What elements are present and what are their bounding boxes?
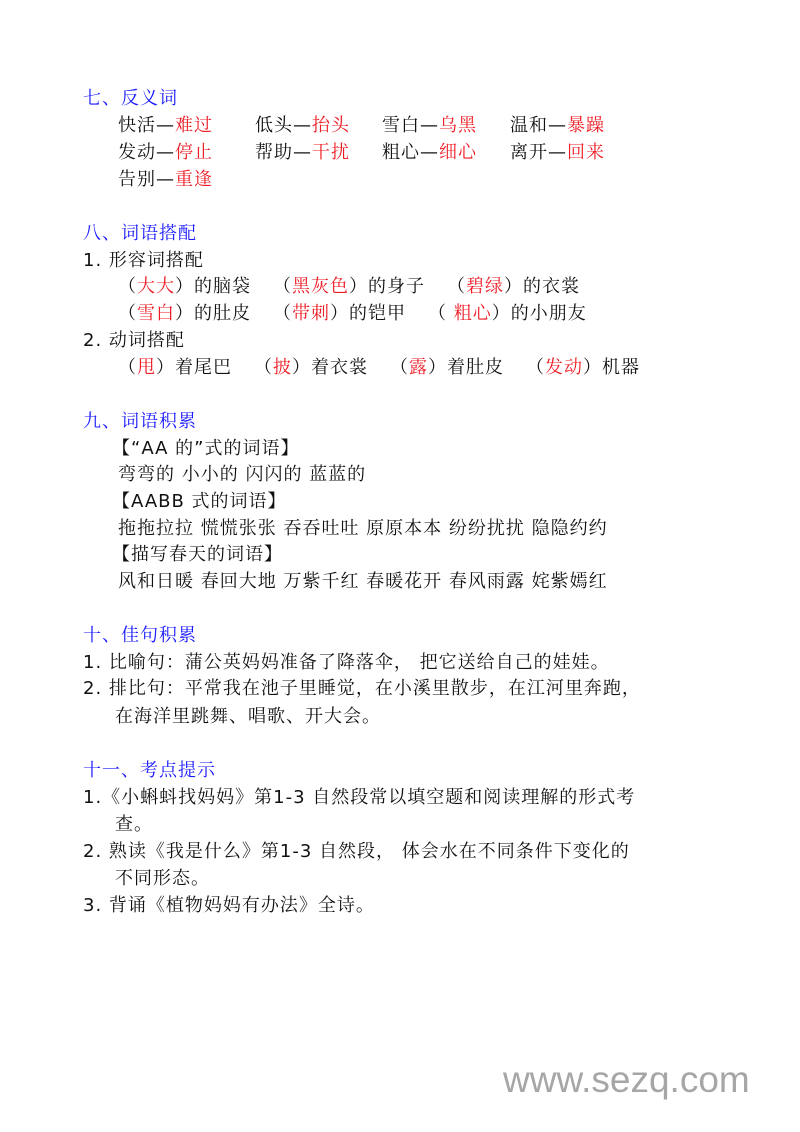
antonym-word: 雪白— [382, 115, 439, 136]
antonym-answer: 抬头 [312, 115, 350, 136]
collocation-answer: 披 [273, 357, 292, 378]
antonym-row-3 [118, 166, 213, 193]
antonym-word: 低头— [255, 115, 312, 136]
antonym-word: 告别— [118, 169, 175, 190]
collocation-text: ）的身子 [349, 276, 425, 297]
collocation-answer: 雪白 [137, 303, 175, 324]
collocation-answer: 露 [409, 357, 428, 378]
antonym-pair [118, 166, 213, 193]
section-title-collocation: 八、词语搭配 [83, 223, 197, 244]
paren-open: （ [447, 276, 466, 297]
tip-item: 1.《小蝌蚪找妈妈》第1-3 自然段常以填空题和阅读理解的形式考 [83, 787, 636, 808]
collocation-item [118, 300, 251, 327]
section-title-antonyms: 七、反义词 [83, 88, 178, 109]
paren-open: （ [428, 303, 454, 324]
vocab-group-words: 弯弯的 小小的 闪闪的 蓝蓝的 [118, 464, 367, 485]
collocation-answer: 带刺 [292, 303, 330, 324]
collocation-text: ）着衣裳 [292, 357, 368, 378]
paren-open: （ [118, 303, 137, 324]
subsection-adjective: 1. 形容词搭配 [83, 250, 204, 271]
verb-row-1 [118, 354, 640, 381]
adjective-row-1 [118, 273, 580, 300]
collocation-item [118, 273, 251, 300]
vocab-group-label: 【“AA 的”式的词语】 [112, 438, 300, 459]
collocation-item [526, 354, 640, 381]
collocation-answer: 粗心 [453, 303, 492, 324]
antonym-word: 帮助— [255, 142, 312, 163]
tip-item-continued: 查。 [115, 814, 153, 835]
paren-open: （ [273, 276, 292, 297]
paren-open: （ [118, 357, 137, 378]
antonym-pair [510, 112, 605, 139]
antonym-pair [382, 139, 510, 166]
vocab-group-words: 风和日暖 春回大地 万紫千红 春暖花开 春风雨露 姹紫嫣红 [118, 571, 608, 592]
collocation-text: ）的铠甲 [330, 303, 406, 324]
antonym-answer: 回来 [567, 142, 605, 163]
collocation-answer: 甩 [137, 357, 156, 378]
tip-item: 2. 熟读《我是什么》第1-3 自然段， 体会水在不同条件下变化的 [83, 841, 630, 862]
antonym-pair [382, 112, 510, 139]
antonym-word: 离开— [510, 142, 567, 163]
paren-open: （ [390, 357, 409, 378]
collocation-item [447, 273, 580, 300]
antonym-pair [510, 139, 605, 166]
antonym-answer: 停止 [175, 142, 213, 163]
antonym-word: 发动— [118, 142, 175, 163]
section-title-sentences: 十、佳句积累 [83, 625, 197, 646]
collocation-text: ）的衣裳 [504, 276, 580, 297]
antonym-row-2 [118, 139, 605, 166]
sentence-item: 1. 比喻句：蒲公英妈妈准备了降落伞， 把它送给自己的娃娃。 [83, 652, 610, 673]
antonym-answer: 乌黑 [439, 115, 477, 136]
vocab-group-label: 【描写春天的词语】 [112, 544, 283, 565]
tip-item-continued: 不同形态。 [115, 868, 210, 889]
paren-open: （ [254, 357, 273, 378]
tip-item: 3. 背诵《植物妈妈有办法》全诗。 [83, 895, 375, 916]
vocab-group-label: 【AABB 式的词语】 [112, 491, 287, 512]
antonym-pair [255, 139, 382, 166]
vocab-group-words: 拖拖拉拉 慌慌张张 吞吞吐吐 原原本本 纷纷扰扰 隐隐约约 [118, 518, 608, 539]
collocation-text: ）着肚皮 [428, 357, 504, 378]
collocation-text: ）的脑袋 [175, 276, 251, 297]
collocation-answer: 大大 [137, 276, 175, 297]
collocation-item [390, 354, 504, 381]
collocation-item [254, 354, 368, 381]
antonym-word: 粗心— [382, 142, 439, 163]
collocation-item [118, 354, 232, 381]
adjective-row-2 [118, 300, 587, 327]
paren-open: （ [118, 276, 137, 297]
collocation-item [273, 300, 406, 327]
collocation-answer: 碧绿 [466, 276, 504, 297]
sentence-item-continued: 在海洋里跳舞、唱歌、开大会。 [115, 706, 381, 727]
antonym-answer: 暴躁 [567, 115, 605, 136]
section-title-vocabulary: 九、词语积累 [83, 411, 197, 432]
antonym-answer: 重逢 [175, 169, 213, 190]
antonym-word: 快活— [118, 115, 175, 136]
sentence-item: 2. 排比句：平常我在池子里睡觉，在小溪里散步，在江河里奔跑， [83, 678, 641, 699]
collocation-answer: 黑灰色 [292, 276, 349, 297]
paren-open: （ [273, 303, 292, 324]
collocation-item [273, 273, 425, 300]
antonym-pair [118, 112, 255, 139]
collocation-text: ）着尾巴 [156, 357, 232, 378]
collocation-item [428, 300, 587, 327]
antonym-answer: 难过 [175, 115, 213, 136]
watermark: www.sezq.com [503, 1059, 750, 1100]
antonym-row-1 [118, 112, 605, 139]
antonym-answer: 细心 [439, 142, 477, 163]
subsection-verb: 2. 动词搭配 [83, 330, 185, 351]
antonym-word: 温和— [510, 115, 567, 136]
collocation-text: ）的小朋友 [491, 303, 587, 324]
collocation-text: ）的肚皮 [175, 303, 251, 324]
collocation-text: ）机器 [583, 357, 640, 378]
collocation-answer: 发动 [545, 357, 583, 378]
antonym-pair [118, 139, 255, 166]
section-title-tips: 十一、考点提示 [83, 760, 216, 781]
antonym-pair [255, 112, 382, 139]
antonym-answer: 干扰 [312, 142, 350, 163]
paren-open: （ [526, 357, 545, 378]
